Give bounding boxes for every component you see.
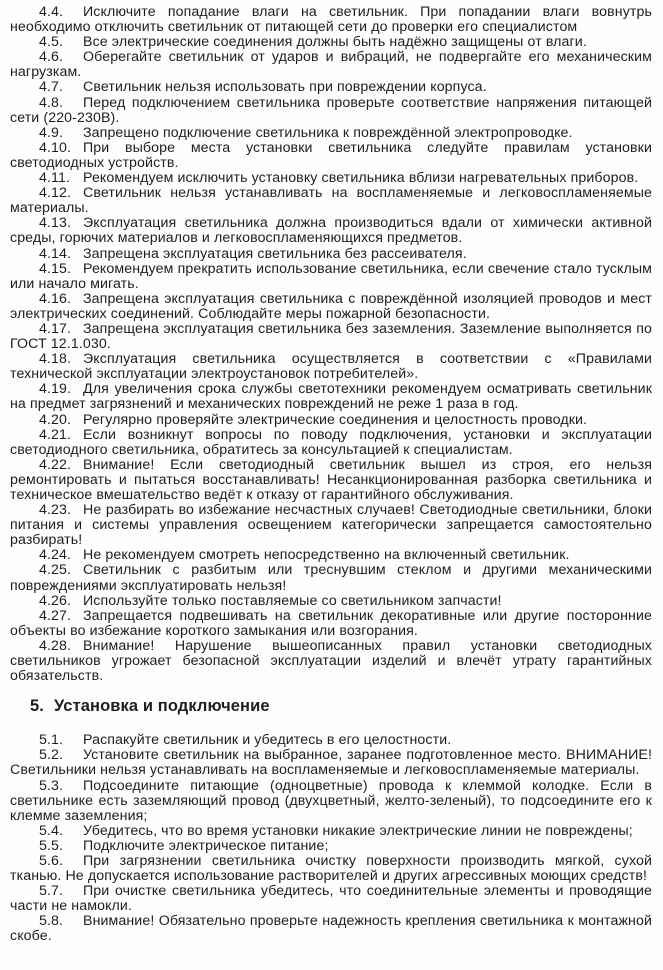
item-number: 4.23. (39, 502, 72, 519)
item-number: 4.11. (39, 170, 71, 187)
numbered-paragraph (10, 914, 652, 944)
item-text: Перед подключением светильника проверьте соответствие напряжения питающей сети (220-230В). (10, 94, 652, 126)
numbered-paragraph (10, 247, 652, 262)
numbered-paragraph (10, 839, 652, 854)
numbered-paragraph (10, 171, 652, 186)
item-text: Не разбирать во избежание несчастных случаев! Светодиодные светильники, блоки питания и системы управления освещением категорически запрещается самостоятельно разбирать! (10, 502, 652, 549)
item-text: Запрещено подключение светильника к повреждённой электропроводке. (83, 124, 573, 141)
numbered-paragraph (10, 413, 652, 428)
item-number: 4.16. (39, 290, 72, 307)
item-text: Исключите попадание влаги на светильник. При попадании влаги вовнутрь необходимо отключить светильник от питающей сети до проверки его специалистом (10, 4, 652, 36)
numbered-paragraph (10, 428, 652, 458)
numbered-paragraph (10, 779, 652, 824)
numbered-paragraph (10, 382, 652, 412)
item-text: Внимание! Если светодиодный светильник вышел из строя, его нельзя ремонтировать и пытаться восстанавливать! Несанкционированная разборка светильника и техническое вмешательство ведёт к отказу от гарантийного обслуживания. (10, 456, 652, 503)
item-text: Используйте только поставляемые со светильником запчасти! (83, 592, 502, 609)
item-text: Запрещена эксплуатация светильника с повреждённой изоляцией проводов и мест электрических соединений. Соблюдайте меры пожарной безопасности. (10, 290, 652, 322)
item-number: 4.14. (39, 245, 72, 262)
numbered-paragraph (10, 96, 652, 126)
item-text: Светильник нельзя использовать при повреждении корпуса. (83, 79, 487, 96)
numbered-paragraph (10, 884, 652, 914)
item-number: 4.7. (39, 79, 64, 96)
item-number: 4.12. (39, 185, 72, 202)
item-text: Распакуйте светильник и убедитесь в его целостности. (83, 732, 452, 749)
item-text: При загрязнении светильника очистку поверхности производить мягкой, сухой тканью. Не допускается использование растворителей и других агрессивных моющих средств! (10, 852, 652, 885)
item-number: 4.13. (39, 215, 72, 232)
item-text: При очистке светильника убедитесь, что соединительные элементы и проводящие части не намокли. (10, 883, 652, 915)
item-number: 4.15. (39, 260, 72, 277)
item-text: Светильник нельзя устанавливать на воспламеняемые и легковоспламеняемые материалы. (10, 185, 652, 217)
item-text: Регулярно проверяйте электрические соединения и целостность проводки. (83, 411, 588, 428)
item-text: Установите светильник на выбранное, заранее подготовленное место. ВНИМАНИЕ! Светильники нельзя устанавливать на воспламеняемые и легковоспламеняемые материалы. (10, 747, 652, 779)
item-text: Подключите электрическое питание; (83, 837, 329, 854)
item-text: Рекомендуем исключить установку светильника вблизи нагревательных приборов. (83, 170, 639, 187)
item-number: 5.2. (39, 747, 64, 764)
item-number: 4.17. (39, 320, 72, 337)
numbered-paragraph (10, 594, 652, 609)
numbered-paragraph (10, 854, 652, 884)
numbered-paragraph (10, 458, 652, 503)
item-number: 4.26. (39, 592, 72, 609)
item-number: 4.27. (39, 607, 72, 624)
numbered-paragraph (10, 50, 652, 80)
item-number: 4.10. (39, 139, 72, 156)
section-5-list (10, 733, 652, 944)
section-5-body (10, 733, 652, 944)
item-number: 5.5. (39, 837, 64, 854)
item-text: Подсоедините питающие (одноцветные) провода к клеммой колодке. Если в светильнике есть заземляющий провод (двухцветный, желто-зеленый), то подсоедините его к клемме заземления; (10, 777, 652, 824)
numbered-paragraph (10, 563, 652, 593)
item-text: Убедитесь, что во время установки никакие электрические линии не повреждены; (83, 822, 633, 839)
item-text: Рекомендуем прекратить использование светильника, если свечение стало тусклым или начало мигать. (10, 260, 652, 292)
numbered-paragraph (10, 141, 652, 171)
numbered-paragraph (10, 352, 652, 382)
numbered-paragraph (10, 639, 652, 684)
item-text: Внимание! Обязательно проверьте надежность крепления светильника к монтажной скобе. (10, 913, 652, 945)
numbered-paragraph (10, 216, 652, 246)
numbered-paragraph (10, 35, 652, 50)
item-number: 4.24. (39, 547, 72, 564)
numbered-paragraph (10, 186, 652, 216)
item-number: 4.18. (39, 351, 72, 368)
item-number: 4.8. (39, 94, 64, 111)
item-text: Эксплуатация светильника осуществляется в соответствии с «Правилами технической эксплуатации электроустановок потребителей». (10, 351, 652, 383)
section-4-body (10, 5, 652, 684)
item-number: 4.6. (39, 49, 64, 66)
item-number: 4.25. (39, 562, 72, 579)
numbered-paragraph (10, 609, 652, 639)
numbered-paragraph (10, 5, 652, 35)
item-number: 5.8. (39, 913, 64, 930)
item-text: Запрещена эксплуатация светильника без рассеивателя. (83, 245, 467, 262)
numbered-paragraph (10, 322, 652, 352)
item-text: Не рекомендуем смотреть непосредственно на включенный светильник. (83, 547, 570, 564)
item-number: 4.19. (39, 381, 72, 398)
numbered-paragraph (10, 824, 652, 839)
item-text: Для увеличения срока службы светотехники рекомендуем осматривать светильник на предмет загрязнений и механических повреждений не реже 1 раза в год. (10, 381, 652, 413)
section-5-heading-number: 5. (30, 697, 44, 716)
numbered-paragraph (10, 292, 652, 322)
item-number: 4.22. (39, 456, 72, 473)
numbered-paragraph (10, 126, 652, 141)
item-number: 5.6. (39, 852, 64, 869)
numbered-paragraph (10, 548, 652, 563)
numbered-paragraph (10, 748, 652, 778)
section-5-heading (30, 697, 652, 716)
item-number: 4.21. (39, 426, 72, 443)
item-number: 4.5. (39, 34, 64, 51)
item-number: 5.7. (39, 883, 64, 900)
item-text: Запрещена эксплуатация светильника без заземления. Заземление выполняется по ГОСТ 12.1.030. (10, 320, 652, 353)
item-number: 5.3. (39, 777, 64, 794)
item-text: Запрещается подвешивать на светильник декоративные или другие посторонние объекты во избежание короткого замыкания или возгорания. (10, 607, 652, 639)
item-text: Оберегайте светильник от ударов и вибраций, не подвергайте его механическим нагрузкам. (10, 49, 652, 81)
item-text: Светильник с разбитым или треснувшим стеклом и другими механическими повреждениями эксплуатировать нельзя! (10, 562, 652, 594)
item-number: 4.4. (39, 4, 64, 20)
item-number: 5.4. (39, 822, 64, 839)
numbered-paragraph (10, 80, 652, 95)
item-text: Внимание! Нарушение вышеописанных правил установки светодиодных светильников угрожает безопасной эксплуатации изделий и влечёт утрату гарантийных обязательств. (10, 637, 652, 685)
section-4-list (10, 5, 652, 684)
item-number: 4.28. (39, 637, 72, 654)
numbered-paragraph (10, 262, 652, 292)
numbered-paragraph (10, 733, 652, 748)
item-text: Если возникнут вопросы по поводу подключения, установки и эксплуатации светодиодного светильника, обратитесь за консультацией к специалистам. (10, 426, 652, 458)
item-text: Эксплуатация светильника должна производиться вдали от химически активной среды, горючих материалов и легковоспламеняющихся предметов. (10, 215, 652, 247)
section-5-heading-title: Установка и подключение (53, 697, 270, 716)
numbered-paragraph (10, 503, 652, 548)
item-text: При выборе места установки светильника следуйте правилам установки светодиодных устройств. (10, 139, 652, 171)
item-number: 4.20. (39, 411, 72, 428)
item-number: 5.1. (39, 732, 64, 749)
item-text: Все электрические соединения должны быть надёжно защищены от влаги. (83, 34, 587, 51)
item-number: 4.9. (39, 124, 64, 141)
